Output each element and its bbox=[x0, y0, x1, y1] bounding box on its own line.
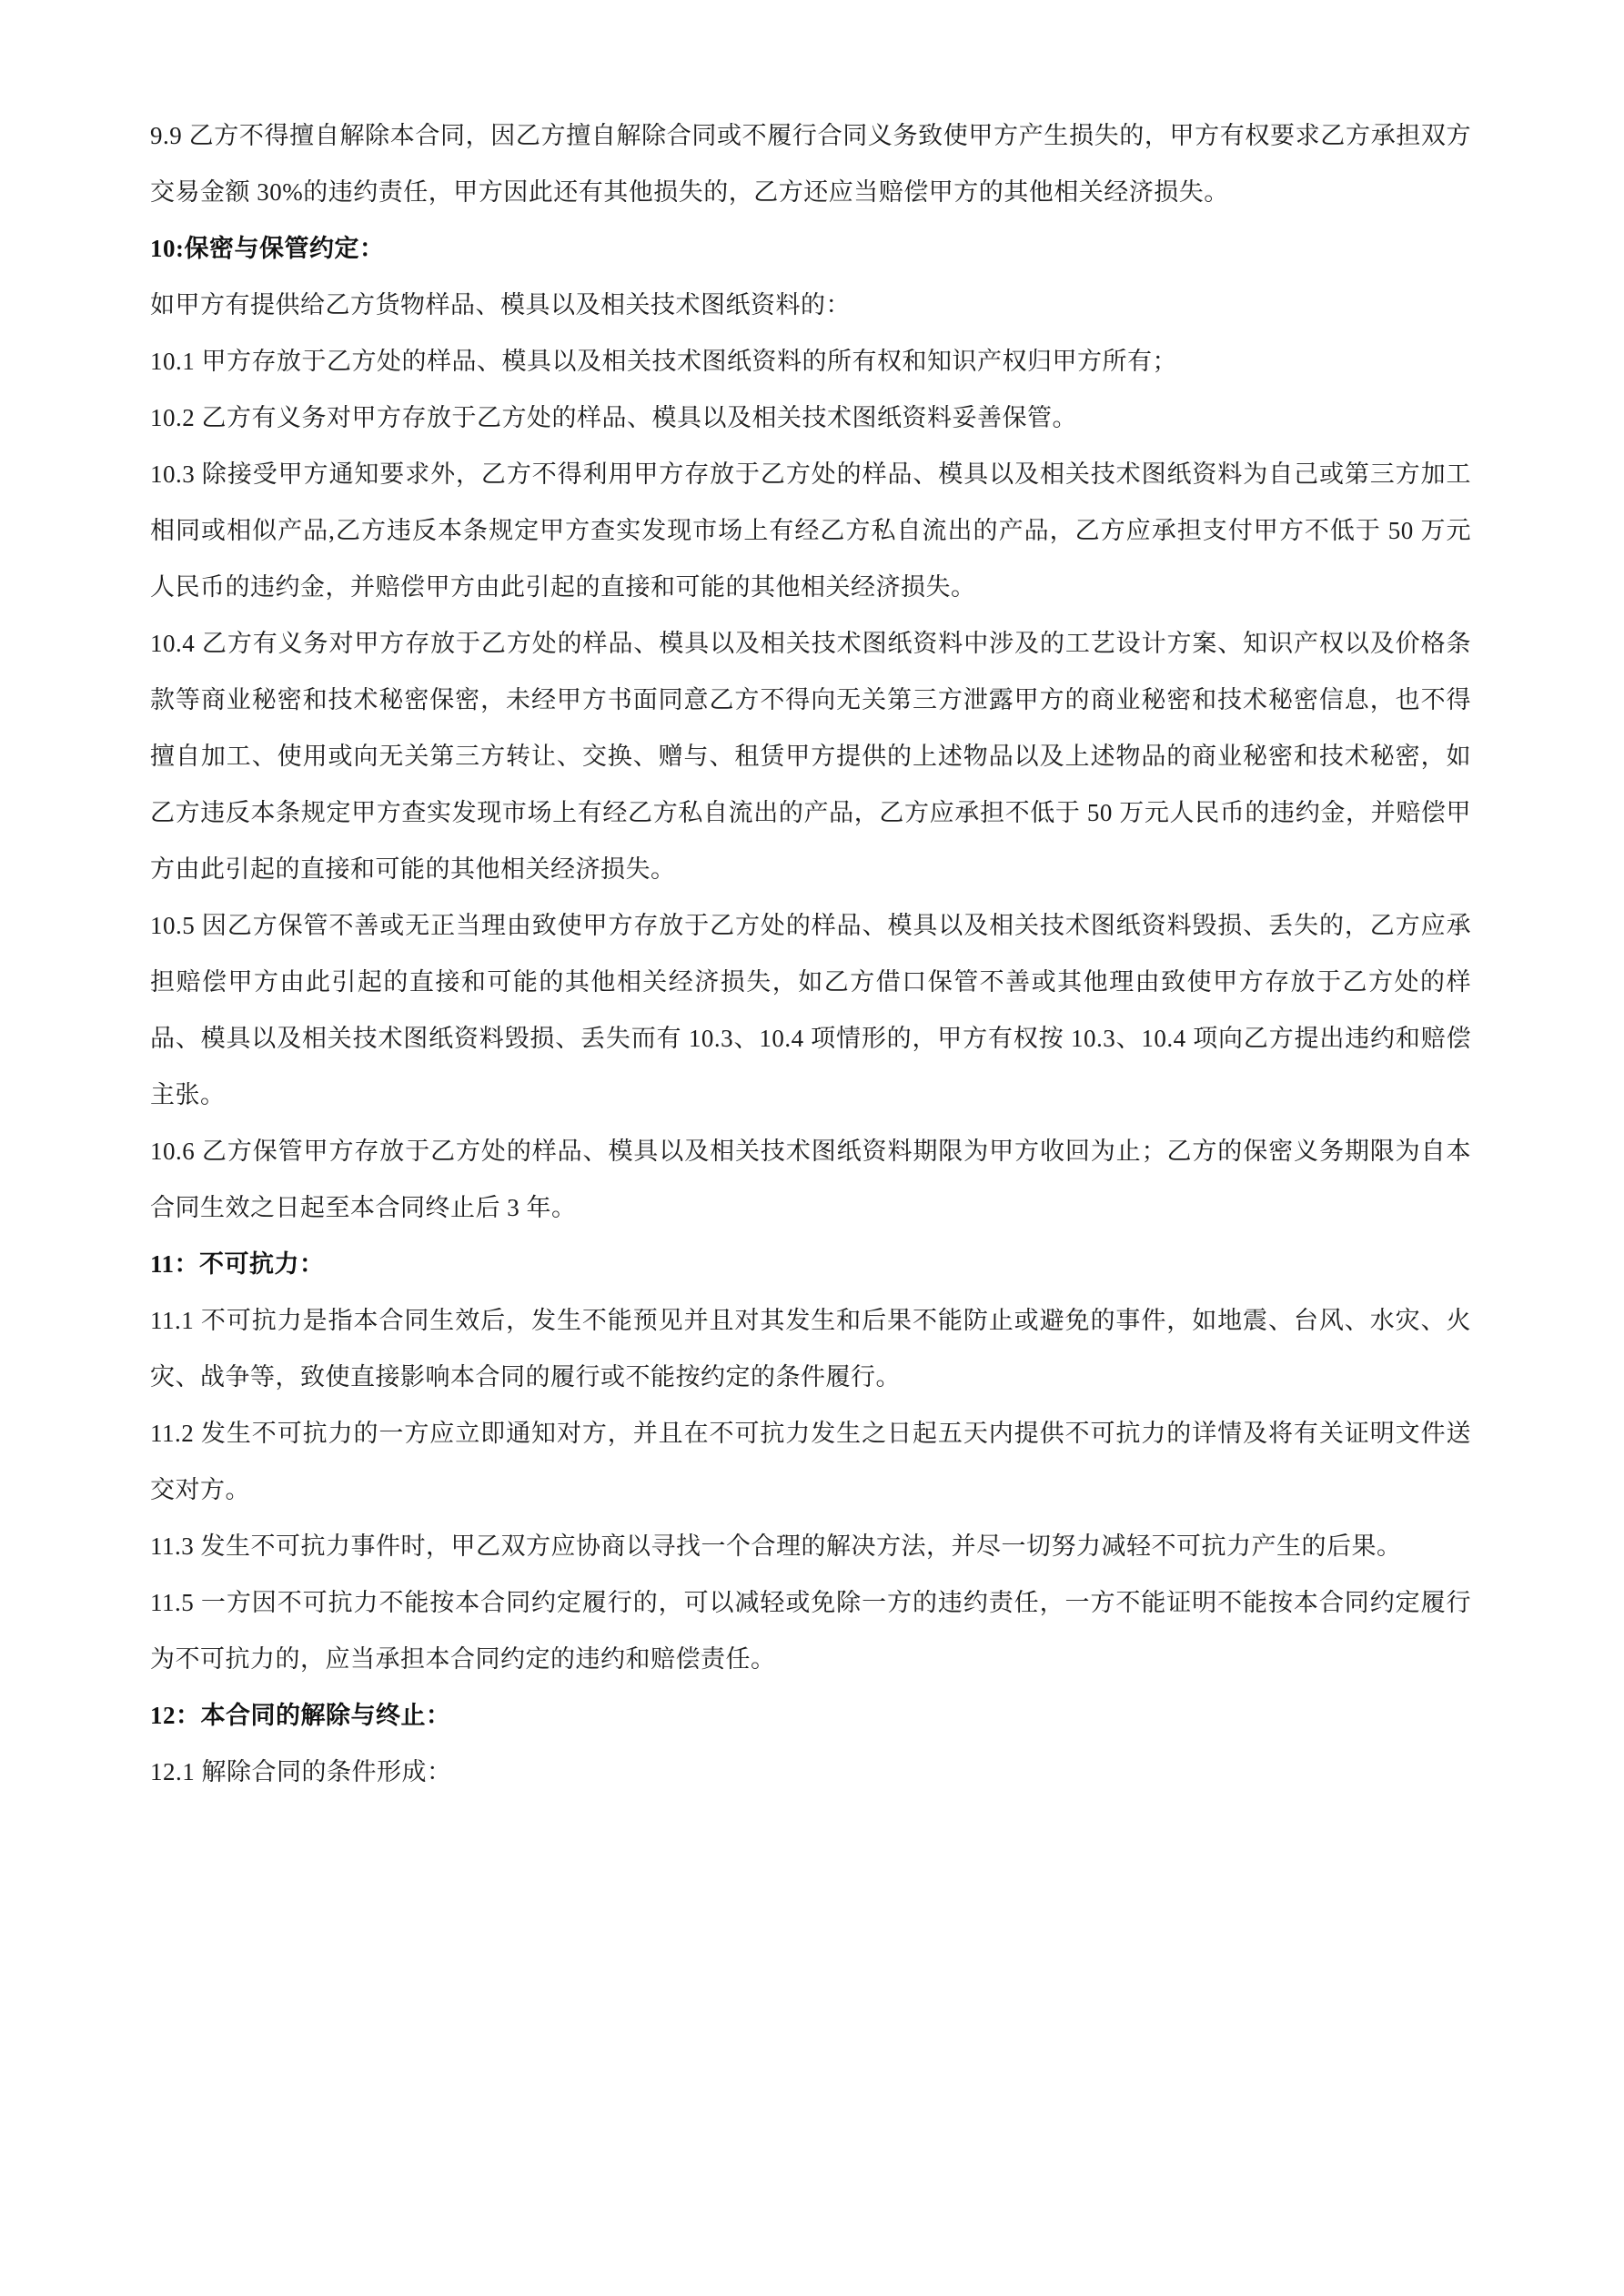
paragraph-10-3: 10.3 除接受甲方通知要求外，乙方不得利用甲方存放于乙方处的样品、模具以及相关技术图纸资料为自己或第三方加工相同或相似产品,乙方违反本条规定甲方查实发现市场上有经乙方私自流出的产品，乙方应承担支付甲方不低于 50 万元人民币的违约金，并赔偿甲方由此引起的直接和可能的其他相关经济损失。 bbox=[150, 460, 1471, 601]
paragraph-10-4: 10.4 乙方有义务对甲方存放于乙方处的样品、模具以及相关技术图纸资料中涉及的工艺设计方案、知识产权以及价格条款等商业秘密和技术秘密保密，未经甲方书面同意乙方不得向无关第三方泄露甲方的商业秘密和技术秘密信息，也不得擅自加工、使用或向无关第三方转让、交换、赠与、租赁甲方提供的上述物品以及上述物品的商业秘密和技术秘密，如乙方违反本条规定甲方查实发现市场上有经乙方私自流出的产品，乙方应承担不低于 50 万元人民币的违约金，并赔偿甲方由此引起的直接和可能的其他相关经济损失。 bbox=[150, 630, 1471, 883]
paragraph-11-3: 11.3 发生不可抗力事件时，甲乙双方应协商以寻找一个合理的解决方法，并尽一切努力减轻不可抗力产生的后果。 bbox=[150, 1532, 1402, 1560]
paragraph-9-9: 9.9 乙方不得擅自解除本合同，因乙方擅自解除合同或不履行合同义务致使甲方产生损失的，甲方有权要求乙方承担双方交易金额 30%的违约责任，甲方因此还有其他损失的，乙方还应当赔偿甲方的其他相关经济损失。 bbox=[150, 122, 1471, 206]
paragraph-12-1: 12.1 解除合同的条件形成： bbox=[150, 1758, 452, 1785]
paragraph-11-2: 11.2 发生不可抗力的一方应立即通知对方，并且在不可抗力发生之日起五天内提供不可抗力的详情及将有关证明文件送交对方。 bbox=[150, 1420, 1471, 1503]
paragraph-10-2: 10.2 乙方有义务对甲方存放于乙方处的样品、模具以及相关技术图纸资料妥善保管。 bbox=[150, 404, 1077, 431]
section-heading-11: 11：不可抗力： bbox=[150, 1250, 325, 1278]
section-heading-12: 12：本合同的解除与终止： bbox=[150, 1702, 451, 1729]
paragraph-10-1: 10.1 甲方存放于乙方处的样品、模具以及相关技术图纸资料的所有权和知识产权归甲方所有； bbox=[150, 348, 1177, 375]
section-heading-10: 10:保密与保管约定： bbox=[150, 235, 385, 262]
paragraph-11-1: 11.1 不可抗力是指本合同生效后，发生不能预见并且对其发生和后果不能防止或避免的事件，如地震、台风、水灾、火灾、战争等，致使直接影响本合同的履行或不能按约定的条件履行。 bbox=[150, 1307, 1471, 1391]
paragraph-11-5: 11.5 一方因不可抗力不能按本合同约定履行的，可以减轻或免除一方的违约责任，一方不能证明不能按本合同约定履行为不可抗力的，应当承担本合同约定的违约和赔偿责任。 bbox=[150, 1589, 1471, 1673]
paragraph-10-6: 10.6 乙方保管甲方存放于乙方处的样品、模具以及相关技术图纸资料期限为甲方收回为止；乙方的保密义务期限为自本合同生效之日起至本合同终止后 3 年。 bbox=[150, 1138, 1471, 1221]
paragraph-10-5: 10.5 因乙方保管不善或无正当理由致使甲方存放于乙方处的样品、模具以及相关技术图纸资料毁损、丢失的，乙方应承担赔偿甲方由此引起的直接和可能的其他相关经济损失，如乙方借口保管不善或其他理由致使甲方存放于乙方处的样品、模具以及相关技术图纸资料毁损、丢失而有 10.3、10.4 项情形的，甲方有权按 10.3、10.4 项向乙方提出违约和赔偿主张。 bbox=[150, 912, 1471, 1108]
paragraph-10-intro: 如甲方有提供给乙方货物样品、模具以及相关技术图纸资料的： bbox=[150, 291, 851, 319]
